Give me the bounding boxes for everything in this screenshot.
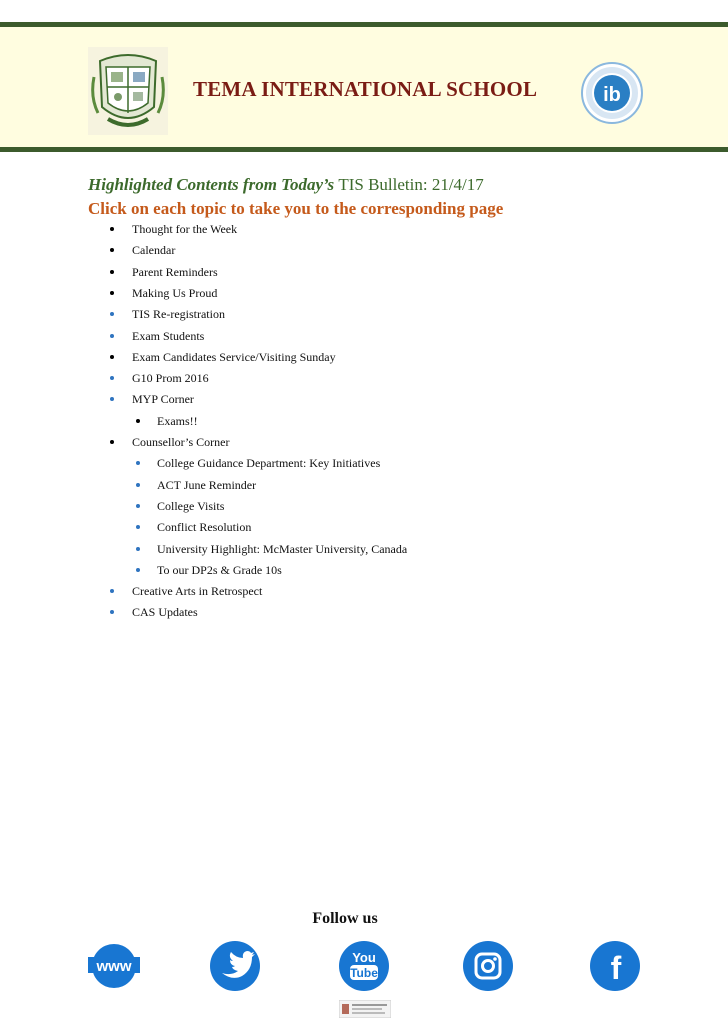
topic-link[interactable] — [132, 242, 175, 258]
follow-us-label: Follow us — [312, 910, 378, 927]
topic-label: ACT June Reminder — [157, 477, 257, 492]
instagram-icon[interactable] — [462, 940, 514, 992]
bullet-icon — [136, 504, 140, 508]
bulletin-heading — [88, 175, 484, 195]
topic-label: CAS Updates — [132, 605, 198, 620]
topic-link[interactable] — [132, 391, 194, 407]
bullet-icon — [136, 461, 140, 465]
topic-link[interactable] — [157, 562, 282, 578]
bullet-icon — [110, 397, 114, 401]
topic-label: TIS Re-registration — [132, 307, 225, 322]
topic-link[interactable] — [132, 434, 229, 450]
footer-stamp-icon — [339, 1000, 391, 1018]
topic-label: Thought for the Week — [132, 222, 238, 236]
topic-link[interactable] — [132, 306, 225, 322]
topic-label: College Visits — [157, 498, 225, 513]
bullet-icon — [136, 568, 140, 572]
topic-label: Parent Reminders — [132, 264, 218, 279]
school-name: TEMA INTERNATIONAL SCHOOL — [193, 77, 538, 101]
bullet-icon — [136, 525, 140, 529]
topic-label: Exam Candidates Service/Visiting Sunday — [132, 349, 336, 364]
topic-link[interactable] — [132, 285, 217, 301]
bullet-icon — [110, 589, 114, 593]
bullet-icon — [136, 483, 140, 487]
svg-text:You: You — [352, 950, 376, 965]
ib-logo-text: ib — [603, 84, 621, 106]
topic-label: Making Us Proud — [132, 285, 218, 300]
bullet-icon — [110, 334, 114, 338]
topic-label: Exam Students — [132, 328, 205, 343]
topic-label: Creative Arts in Retrospect — [132, 584, 263, 599]
svg-text:www: www — [96, 958, 132, 975]
topic-label: College Guidance Department: Key Initiatives — [157, 456, 381, 471]
topic-link[interactable] — [132, 583, 262, 599]
bullet-icon — [110, 270, 114, 274]
topic-link[interactable] — [157, 519, 251, 535]
topic-link[interactable] — [132, 370, 209, 386]
instruction-text: Click on each topic to take you to the corresponding page — [88, 199, 504, 218]
topic-label: To our DP2s & Grade 10s — [157, 562, 282, 577]
topic-link[interactable] — [157, 455, 380, 471]
bullet-icon — [110, 312, 114, 316]
svg-text:f: f — [610, 950, 622, 986]
topic-link[interactable] — [157, 477, 256, 493]
bullet-icon — [110, 248, 114, 252]
topic-label: Calendar — [132, 243, 176, 258]
bullet-icon — [110, 610, 114, 614]
heading-date: TIS Bulletin: 21/4/17 — [338, 175, 484, 194]
topic-link[interactable] — [132, 328, 204, 344]
header-band — [0, 22, 728, 152]
twitter-icon[interactable] — [209, 940, 261, 992]
bullet-icon — [110, 376, 114, 380]
school-crest-icon — [88, 47, 168, 135]
topic-label: Conflict Resolution — [157, 520, 252, 535]
topic-link[interactable] — [132, 604, 198, 620]
ib-logo-icon — [580, 61, 644, 125]
bullet-icon — [110, 355, 114, 359]
www-icon[interactable] — [88, 940, 140, 992]
svg-text:Tube: Tube — [350, 966, 378, 980]
facebook-icon[interactable] — [589, 940, 641, 992]
topic-label: G10 Prom 2016 — [132, 371, 209, 386]
youtube-icon[interactable] — [338, 940, 390, 992]
topic-label: Counsellor’s Corner — [132, 435, 230, 449]
heading-italic: Highlighted Contents from Today’s — [88, 175, 339, 194]
topic-link[interactable] — [157, 498, 224, 514]
topic-link[interactable] — [157, 413, 198, 429]
bullet-icon — [136, 419, 140, 423]
topic-link[interactable] — [132, 349, 336, 365]
topic-label: MYP Corner — [132, 392, 194, 407]
topic-link[interactable] — [157, 541, 407, 557]
topic-label: University Highlight: McMaster University, Canada — [157, 541, 408, 556]
bullet-icon — [110, 227, 114, 231]
topic-link[interactable] — [132, 264, 218, 280]
topic-link[interactable] — [132, 221, 237, 237]
bullet-icon — [110, 440, 114, 444]
bullet-icon — [110, 291, 114, 295]
bullet-icon — [136, 547, 140, 551]
topic-label: Exams!! — [157, 413, 198, 428]
